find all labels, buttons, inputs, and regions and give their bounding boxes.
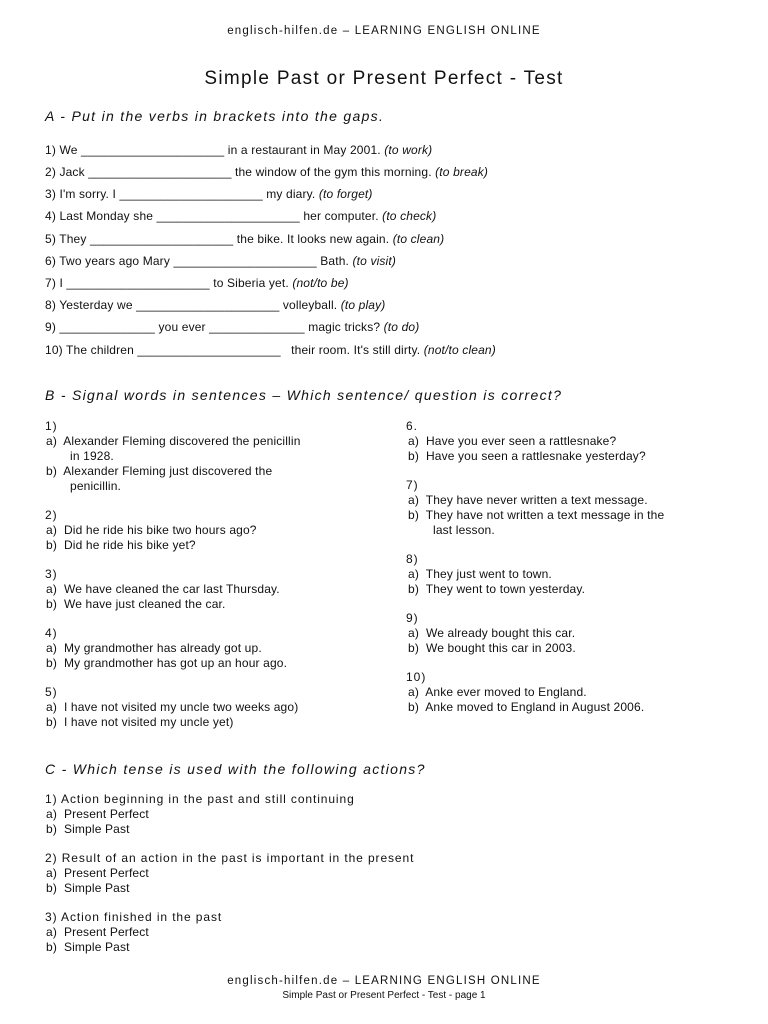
question-text: 3) Action finished in the past xyxy=(45,910,223,924)
option-b: b) Anke moved to England in August 2006. xyxy=(408,700,645,714)
question-number: 9) xyxy=(406,611,419,625)
question-number: 7) xyxy=(406,478,419,492)
question-number: 4) xyxy=(45,626,58,640)
option-b: b) Simple Past xyxy=(46,940,130,954)
page-footer: englisch-hilfen.de – LEARNING ENGLISH ONLINE xyxy=(227,975,541,987)
option-a: a) Alexander Fleming discovered the penicillin xyxy=(46,434,301,448)
exercise-a-item: 10) The children _____________________ their room. It's still dirty. (not/to clean) xyxy=(45,343,496,357)
question-number: 10) xyxy=(406,670,427,684)
option-a: a) We already bought this car. xyxy=(408,626,576,640)
exercise-a-item: 2) Jack _____________________ the window of the gym this morning. (to break) xyxy=(45,165,489,179)
question-text: 1) Action beginning in the past and still continuing xyxy=(45,792,355,806)
option-a: a) Anke ever moved to England. xyxy=(408,685,587,699)
option-a: a) Present Perfect xyxy=(46,925,149,939)
option-b: b) Simple Past xyxy=(46,822,130,836)
option-a: a) We have cleaned the car last Thursday. xyxy=(46,582,280,596)
exercise-a-item: 6) Two years ago Mary _____________________ Bath. (to visit) xyxy=(45,254,396,268)
section-b-heading: B - Signal words in sentences – Which sentence/ question is correct? xyxy=(45,387,563,403)
option-b: b) Simple Past xyxy=(46,881,130,895)
page-title: Simple Past or Present Perfect - Test xyxy=(204,68,564,89)
option-b: b) Alexander Fleming just discovered the xyxy=(46,464,273,478)
option-b: b) Did he ride his bike yet? xyxy=(46,538,196,552)
section-c-heading: C - Which tense is used with the following actions? xyxy=(45,761,426,777)
option-b: b) They have not written a text message in the xyxy=(408,508,665,522)
option-b: b) We bought this car in 2003. xyxy=(408,641,576,655)
exercise-a-item: 4) Last Monday she _____________________ her computer. (to check) xyxy=(45,209,437,223)
option-a: a) Have you ever seen a rattlesnake? xyxy=(408,434,617,448)
question-number: 1) xyxy=(45,419,58,433)
question-number: 8) xyxy=(406,552,419,566)
option-a: a) Present Perfect xyxy=(46,866,149,880)
option-b-continued: penicillin. xyxy=(70,479,122,493)
exercise-a-item: 3) I'm sorry. I _____________________ my diary. (to forget) xyxy=(45,187,373,201)
question-text: 2) Result of an action in the past is important in the present xyxy=(45,851,415,865)
question-number: 5) xyxy=(45,685,58,699)
section-a-heading: A - Put in the verbs in brackets into the gaps. xyxy=(45,108,385,124)
option-a: a) My grandmother has already got up. xyxy=(46,641,262,655)
option-b: b) Have you seen a rattlesnake yesterday? xyxy=(408,449,646,463)
question-number: 2) xyxy=(45,508,58,522)
exercise-a-item: 9) ______________ you ever ______________ magic tricks? (to do) xyxy=(45,320,420,334)
option-a: a) They have never written a text message. xyxy=(408,493,648,507)
option-b: b) My grandmother has got up an hour ago. xyxy=(46,656,288,670)
exercise-a-item: 1) We _____________________ in a restaurant in May 2001. (to work) xyxy=(45,143,433,157)
option-b: b) They went to town yesterday. xyxy=(408,582,586,596)
option-a: a) Present Perfect xyxy=(46,807,149,821)
option-b-continued: last lesson. xyxy=(433,523,495,537)
option-a-continued: in 1928. xyxy=(70,449,114,463)
option-a: a) I have not visited my uncle two weeks ago) xyxy=(46,700,299,714)
exercise-a-item: 8) Yesterday we _____________________ volleyball. (to play) xyxy=(45,298,386,312)
page-header: englisch-hilfen.de – LEARNING ENGLISH ONLINE xyxy=(227,25,541,37)
exercise-a-item: 7) I _____________________ to Siberia yet. (not/to be) xyxy=(45,276,349,290)
question-number: 3) xyxy=(45,567,58,581)
question-number: 6. xyxy=(406,419,419,433)
page-footer-subtitle: Simple Past or Present Perfect - Test - page 1 xyxy=(282,990,486,1001)
exercise-a-item: 5) They _____________________ the bike. It looks new again. (to clean) xyxy=(45,232,445,246)
option-a: a) Did he ride his bike two hours ago? xyxy=(46,523,257,537)
option-a: a) They just went to town. xyxy=(408,567,552,581)
option-b: b) We have just cleaned the car. xyxy=(46,597,226,611)
option-b: b) I have not visited my uncle yet) xyxy=(46,715,234,729)
